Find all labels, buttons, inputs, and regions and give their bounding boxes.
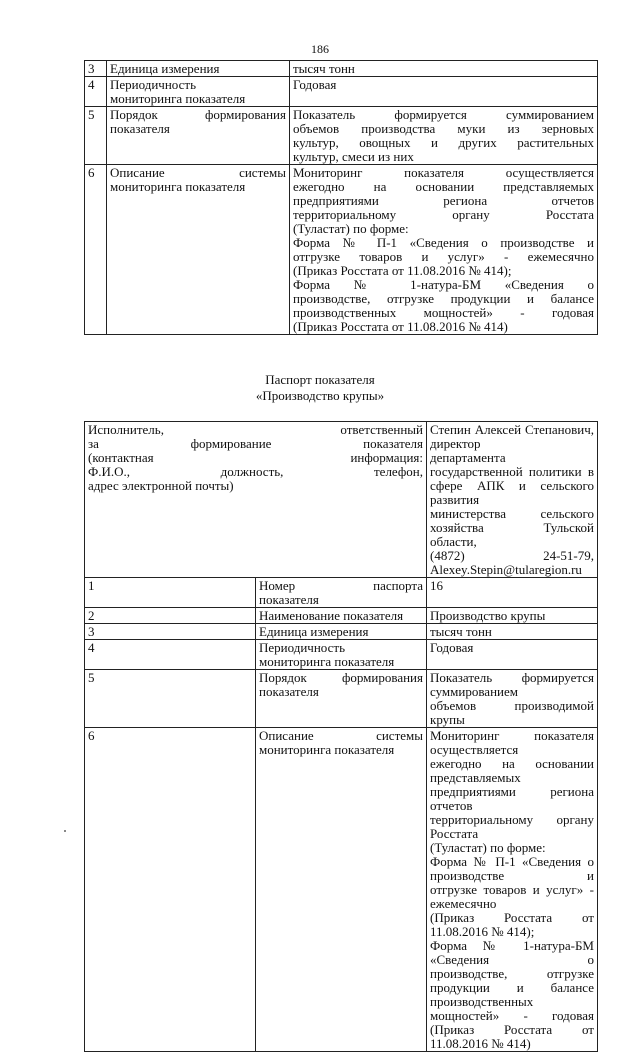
row-label-line: Порядок формирования	[259, 670, 423, 685]
row-label	[107, 77, 290, 107]
table-row	[85, 61, 598, 77]
row-label-line: Единица измерения	[110, 61, 220, 76]
row-value	[427, 578, 598, 608]
row-label	[256, 624, 427, 640]
responsible-value-line: области,	[430, 534, 477, 549]
row-value	[290, 77, 598, 107]
row-value-line: объемов производства муки из зерновых	[293, 121, 594, 136]
row-value	[427, 640, 598, 670]
row-value	[427, 670, 598, 728]
row-label	[256, 608, 427, 624]
row-label-line: Описание системы	[259, 728, 423, 743]
row-label	[256, 578, 427, 608]
row-number: 3	[85, 624, 256, 640]
responsible-value-line: министерства сельского хозяйства Тульской	[430, 506, 594, 535]
row-value-line: территориальному органу Росстата	[430, 812, 594, 841]
row-value	[290, 107, 598, 165]
row-value-line: Годовая	[293, 77, 337, 92]
row-value-line: Форма № 1-натура-БМ «Сведения о	[293, 277, 594, 292]
row-label	[107, 107, 290, 165]
table-row	[85, 608, 598, 624]
row-value-line: (Приказ Росстата от 11.08.2016 № 414);	[293, 263, 512, 278]
row-value	[427, 608, 598, 624]
passport-title-line-1: Паспорт показателя	[265, 372, 375, 387]
row-number: 5	[85, 670, 256, 728]
row-value-line: отгрузке товаров и услуг» - ежемесячно	[293, 249, 594, 264]
table-row	[85, 165, 598, 335]
row-number: 2	[85, 608, 256, 624]
row-value-line: Производство крупы	[430, 608, 546, 623]
row-label-line: мониторинга показателя	[259, 654, 395, 669]
indicator-passport-table	[84, 421, 598, 1052]
table-row	[85, 640, 598, 670]
row-value	[427, 624, 598, 640]
row-value-line: ежегодно на основании представляемых	[430, 756, 594, 785]
row-label-line: Периодичность	[259, 640, 346, 655]
table-body-top	[85, 61, 598, 335]
row-value-line: Годовая	[430, 640, 474, 655]
row-value-line: (Приказ Росстата от 11.08.2016 № 414)	[293, 319, 508, 334]
row-value-line: (Туластат) по форме:	[293, 221, 409, 236]
row-value-line: Показатель формируется суммированием	[293, 107, 594, 122]
row-label-line: показателя	[110, 121, 170, 136]
table-body-bottom	[85, 422, 598, 1052]
responsible-label-line: адрес электронной почты)	[88, 478, 234, 493]
table-row	[85, 77, 598, 107]
row-value-line: тысяч тонн	[293, 61, 355, 76]
row-label-line: Порядок формирования	[110, 107, 286, 122]
row-value-line: (Туластат) по форме:	[430, 840, 546, 855]
responsible-value-line: Степин Алексей Степанович, директор	[430, 422, 594, 451]
row-label	[107, 165, 290, 335]
row-value-line: территориальному органу Росстата	[293, 207, 594, 222]
table-row	[85, 107, 598, 165]
row-number: 6	[85, 165, 107, 335]
margin-mark	[64, 830, 66, 832]
passport-title-line-2: «Производство крупы»	[255, 388, 385, 403]
row-label-line: мониторинга показателя	[110, 91, 246, 106]
responsible-value-line: (4872) 24-51-79, Alexey.Stepin@tularegion.ru	[430, 548, 594, 577]
responsible-label-line: Исполнитель, ответственный	[88, 422, 423, 437]
row-number: 6	[85, 728, 256, 1052]
row-label	[256, 640, 427, 670]
passport-title	[0, 372, 640, 404]
row-label-line: показателя	[259, 592, 319, 607]
row-value-line: 16	[430, 578, 443, 593]
table-row	[85, 728, 598, 1052]
row-value-line: (Приказ Росстата от 11.08.2016 № 414)	[430, 1022, 594, 1051]
responsible-row	[85, 422, 598, 578]
row-value	[427, 728, 598, 1052]
row-number: 3	[85, 61, 107, 77]
table-row	[85, 578, 598, 608]
row-number: 1	[85, 578, 256, 608]
row-value-line: производственных мощностей» - годовая	[430, 994, 594, 1023]
row-number: 5	[85, 107, 107, 165]
row-value-line: ежегодно на основании представляемых	[293, 179, 594, 194]
responsible-label	[85, 422, 427, 578]
row-label-line: Описание системы	[110, 165, 286, 180]
row-value-line: Мониторинг показателя осуществляется	[293, 165, 594, 180]
row-label	[256, 728, 427, 1052]
row-label-line: Периодичность	[110, 77, 197, 92]
row-value-line: Форма № П-1 «Сведения о производстве и	[430, 854, 594, 883]
row-value-line: производстве, отгрузке продукции и балансе	[293, 291, 594, 306]
row-value-line: отгрузке товаров и услуг» - ежемесячно	[430, 882, 594, 911]
row-value-line: производстве, отгрузке продукции и балансе	[430, 966, 594, 995]
row-label-line: показателя	[259, 684, 319, 699]
row-label-line: мониторинга показателя	[110, 179, 246, 194]
row-value-line: культур, смеси из них	[293, 149, 414, 164]
responsible-value-line: департамента государственной политики в	[430, 450, 594, 479]
responsible-label-line: Ф.И.О., должность, телефон,	[88, 464, 423, 479]
row-number: 4	[85, 77, 107, 107]
row-value-line: (Приказ Росстата от 11.08.2016 № 414);	[430, 910, 594, 939]
row-label-line: Единица измерения	[259, 624, 369, 639]
responsible-value	[427, 422, 598, 578]
row-label-line: Наименование показателя	[259, 608, 404, 623]
row-label-line: мониторинга показателя	[259, 742, 395, 757]
responsible-label-line: за формирование показателя	[88, 436, 423, 451]
row-value-line: Форма № 1-натура-БМ «Сведения о	[430, 938, 594, 967]
row-value-line: культур, овощных и других растительных	[293, 135, 594, 150]
page-number: 186	[311, 42, 329, 56]
responsible-value-line: сфере АПК и сельского развития	[430, 478, 594, 507]
row-value	[290, 165, 598, 335]
row-value	[290, 61, 598, 77]
row-value-line: объемов производимой крупы	[430, 698, 594, 727]
row-value-line: производственных мощностей» - годовая	[293, 305, 594, 320]
table-row	[85, 624, 598, 640]
indicator-table-continued	[84, 60, 598, 335]
row-label	[256, 670, 427, 728]
row-value-line: Форма № П-1 «Сведения о производстве и	[293, 235, 594, 250]
row-value-line: Мониторинг показателя осуществляется	[430, 728, 594, 757]
row-value-line: Показатель формируется суммированием	[430, 670, 594, 699]
row-label	[107, 61, 290, 77]
table-row	[85, 670, 598, 728]
row-value-line: предприятиями региона отчетов	[430, 784, 594, 813]
row-number: 4	[85, 640, 256, 670]
row-label-line: Номер паспорта	[259, 578, 423, 593]
row-value-line: тысяч тонн	[430, 624, 492, 639]
responsible-label-line: (контактная информация:	[88, 450, 423, 465]
row-value-line: предприятиями региона отчетов	[293, 193, 594, 208]
